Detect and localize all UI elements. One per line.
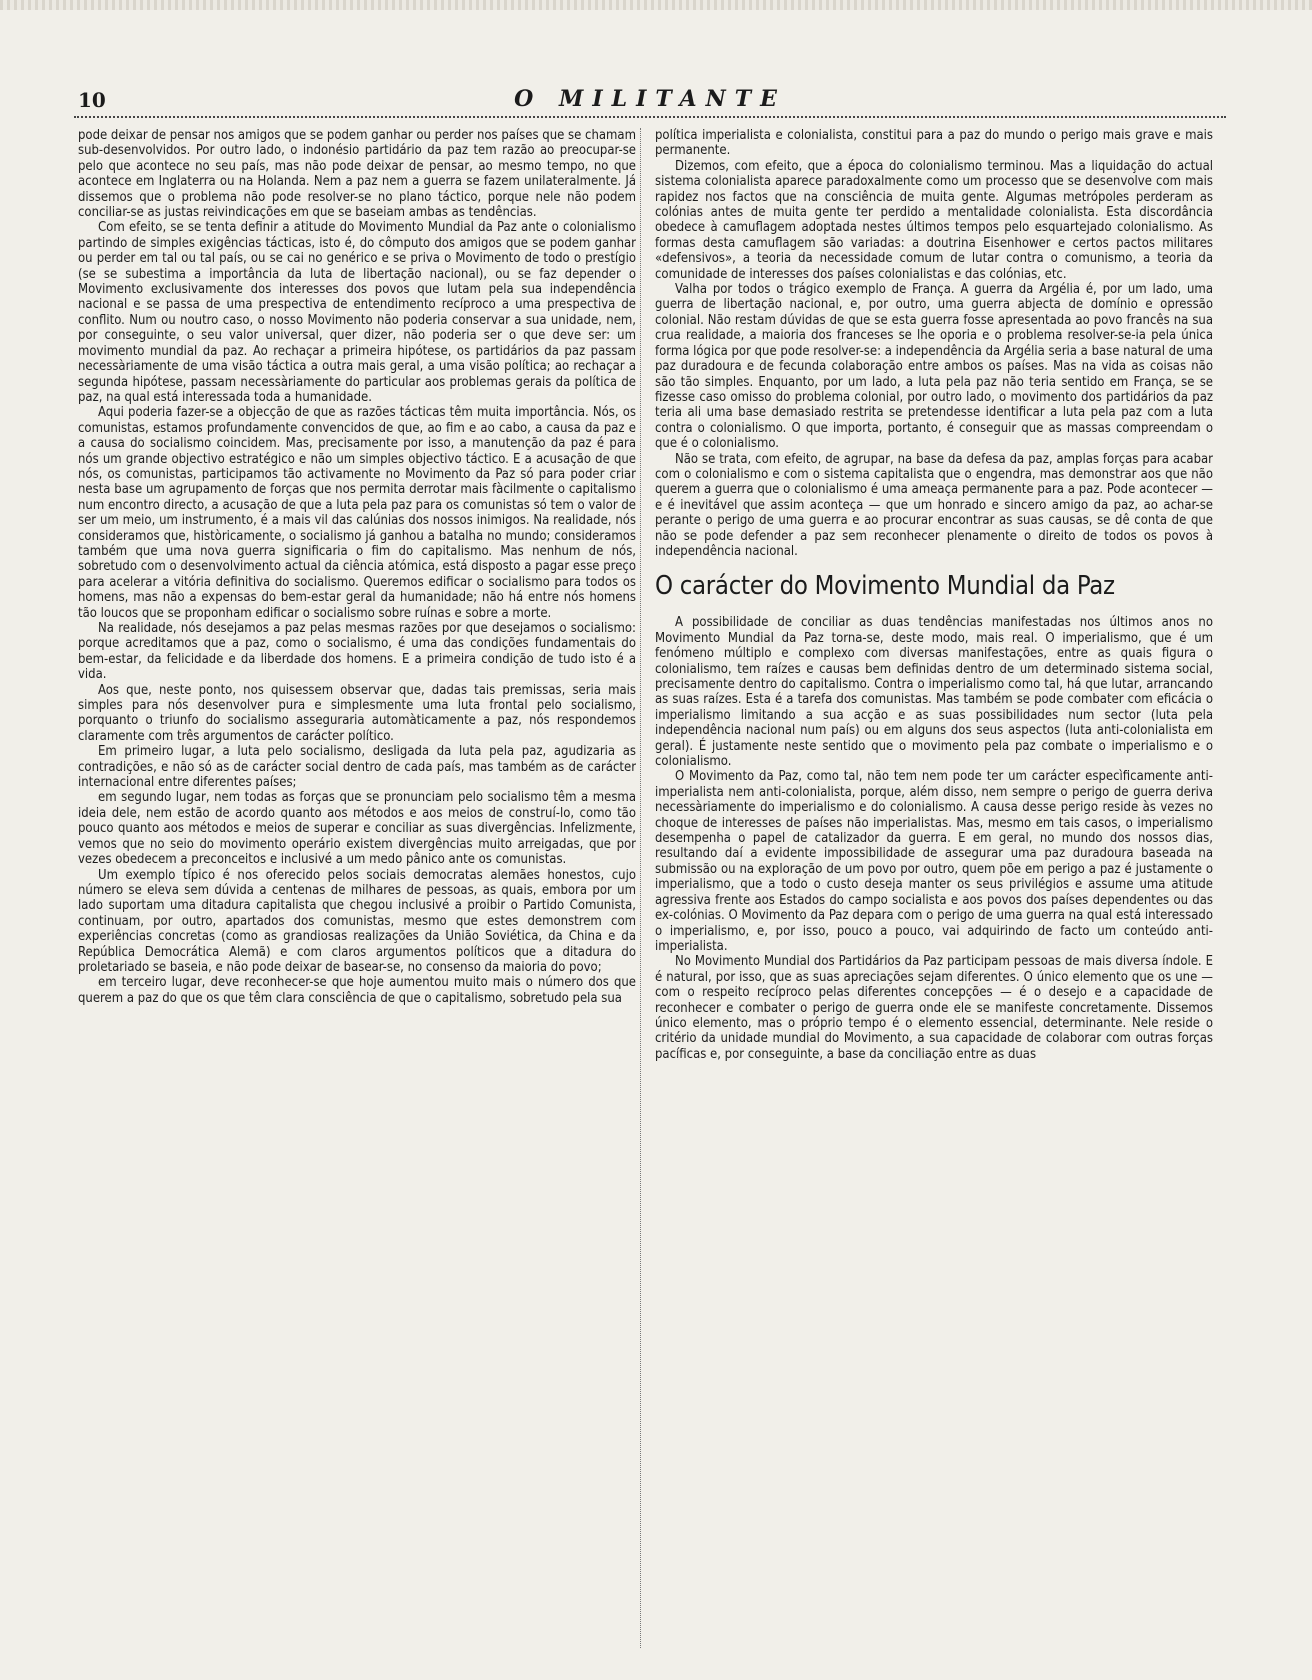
paragraph: Dizemos, com efeito, que a época do colonialismo terminou. Mas a liquidação do actual sistema colonialista aparece paradoxalmente como um processo que se desenvolve com mais rapidez nos factos que na consciência de muita gente. Algumas metrópoles perderam as colónias antes de muita gente ter perdido a mentalidade colonialista. Esta discordância obedece à camuflagem adoptada nestes últimos tempos pelo esquartejado colonialismo. As formas desta camuflagem são variadas: a doutrina Eisenhower e certos pactos militares «defensivos», a teoria da necessidade comum de lutar contra o comunismo, a teoria da comunidade de interesses dos países colonialistas e das colónias, etc. (655, 158, 1213, 282)
page-number: 10 (78, 88, 106, 112)
paragraph: Não se trata, com efeito, de agrupar, na base da defesa da paz, amplas forças para acabar com o colonialismo e com o sistema capitalista que o engendra, mas demonstrar aos que não querem a guerra que o colonialismo é uma ameaça permanente para a paz. Pode acontecer — e é inevitável que assim aconteça — que um honrado e sincero amigo da paz, ao achar-se perante o perigo de uma guerra e ao procurar encontrar as suas causas, se dê conta de que não se pode defender a paz sem reconhecer plenamente o direito de todos os povos à independência nacional. (655, 451, 1213, 559)
right-column (655, 128, 1213, 1658)
page-header (74, 82, 1226, 118)
paragraph: A possibilidade de conciliar as duas tendências manifestadas nos últimos anos no Movimento Mundial da Paz torna-se, deste modo, mais real. O imperialismo, que é um fenómeno múltiplo e complexo com diversas manifestações, entre as quais figura o colonialismo, tem raízes e causas bem definidas dentro de um determinado sistema social, precisamente dentro do capitalismo. Contra o imperialismo como tal, há que lutar, arrancando as suas raízes. Esta é a tarefa dos comunistas. Mas também se pode combater com eficácia o imperialismo limitando a sua acção e as suas possibilidades num sector (luta pela independência nacional num país) ou em alguns dos seus aspectos (luta anti-colonialista em geral). É justamente neste sentido que o movimento pela paz combate o imperialismo e o colonialismo. (655, 615, 1213, 770)
column-divider (640, 128, 641, 1648)
paragraph: Na realidade, nós desejamos a paz pelas mesmas razões por que desejamos o socialismo: porque acreditamos que a paz, como o socialismo, é uma das condições fundamentais do bem-estar, da felicidade e da liberdade dos homens. E a primeira condição de tudo isto é a vida. (78, 621, 636, 683)
paragraph: em segundo lugar, nem todas as forças que se pronunciam pelo socialismo têm a mesma ideia dele, nem estão de acordo quanto aos métodos e aos meios de construí-lo, como tão pouco quanto aos métodos e meios de superar e conciliar as suas divergências. Infelizmente, vemos que no seio do movimento operário existem divergências muito arreigadas, que por vezes obedecem a preconceitos e inclusivé a um medo pânico ante os comunistas. (78, 790, 636, 868)
section-title: O carácter do Movimento Mundial da Paz (655, 571, 1115, 602)
paragraph: O Movimento da Paz, como tal, não tem nem pode ter um carácter especìficamente anti-imperialista nem anti-colonialista, porque, além disso, nem sempre o perigo de guerra deriva necessàriamente do imperialismo e do colonialismo. A causa desse perigo reside às vezes no choque de interesses de países não imperialistas. Mas, mesmo em tais casos, o imperialismo desempenha o papel de catalizador da guerra. E em geral, no mundo dos nossos dias, resultando daí a evidente impossibilidade de assegurar uma paz duradoura baseada na submissão ou na exploração de um povo por outro, quem põe em perigo a paz é justamente o imperialismo, que a todo o custo deseja manter os seus privilégios e assume uma atitude agressiva frente aos Estados do campo socialista e aos povos dos países dependentes ou das ex-colónias. O Movimento da Paz depara com o perigo de uma guerra na qual está interessado o imperialismo, e, por isso, pouco a pouco, vai adquirindo de facto um conteúdo anti-imperialista. (655, 769, 1213, 954)
journal-title: O MILITANTE (514, 86, 786, 112)
paragraph: Valha por todos o trágico exemplo de França. A guerra da Argélia é, por um lado, uma guerra de libertação nacional, e, por outro, uma guerra abjecta de domínio e opressão colonial. Não restam dúvidas de que se esta guerra fosse apresentada ao povo francês na sua crua realidade, a maioria dos franceses se lhe oporia e o problema resolver-se-ia pela única forma lógica por que pode resolver-se: a independência da Argélia seria a base natural de uma paz duradoura e de fecunda colaboração entre ambos os países. Mas na vida as coisas não são tão simples. Enquanto, por um lado, a luta pela paz não teria sentido em França, se se fizesse caso omisso do problema colonial, por outro lado, o movimento dos partidários da paz teria ali uma base demasiado restrita se pretendesse identificar a luta pela paz com a luta contra o colonialismo. O que importa, portanto, é conseguir que as massas compreendam o que é o colonialismo. (655, 282, 1213, 452)
scan-edge-artifact (0, 0, 1312, 10)
paragraph: No Movimento Mundial dos Partidários da Paz participam pessoas de mais diversa índole. E é natural, por isso, que as suas apreciações sejam diferentes. O único elemento que os une — com o respeito recíproco pelas diferentes concepções — é o desejo e a capacidade de reconhecer e combater o perigo de guerra onde ele se manifeste concretamente. Dissemos único elemento, mas o próprio tempo é o elemento essencial, determinante. Nele reside o critério da unidade mundial do Movimento, a sua capacidade de colaborar com outras forças pacíficas e, por conseguinte, a base da conciliação entre as duas (655, 954, 1213, 1062)
paragraph: pode deixar de pensar nos amigos que se podem ganhar ou perder nos países que se chamam sub-desenvolvidos. Por outro lado, o indonésio partidário da paz tem razão ao preocupar-se pelo que acontece no seu país, mas não pode deixar de pensar, ao mesmo tempo, no que acontece em Inglaterra ou na Holanda. Nem a paz nem a guerra se fazem unilateralmente. Já dissemos que o problema não pode resolver-se no plano táctico, porque nele não podem conciliar-se as justas reivindicações em que se baseiam ambas as tendências. (78, 128, 636, 221)
paragraph: Aqui poderia fazer-se a objecção de que as razões tácticas têm muita importância. Nós, os comunistas, estamos profundamente convencidos de que, ao fim e ao cabo, a causa da paz e a causa do socialismo coincidem. Mas, precisamente por isso, a manutenção da paz é para nós um grande objectivo estratégico e não um simples objectivo táctico. E a acusação de que nós, os comunistas, participamos tão activamente no Movimento da Paz só para poder criar nesta base um agrupamento de forças que nos permita derrotar mais fàcilmente o capitalismo num encontro directo, a acusação de que a luta pela paz para os comunistas só tem o valor de ser um meio, um instrumento, é a mais vil das calúnias dos nossos inimigos. Na realidade, nós consideramos que, històricamente, o socialismo já ganhou a batalha no mundo; consideramos também que uma nova guerra significaria o fim do capitalismo. Mas nenhum de nós, sobretudo com o desenvolvimento actual da ciência atómica, está disposto a pagar esse preço para acelerar a vitória definitiva do socialismo. Queremos edificar o socialismo para todos os homens, mas não a expensas do bem-estar geral da humanidade; não há entre nós homens tão loucos que se proponham edificar o socialismo sobre ruínas e sobre a morte. (78, 405, 636, 621)
paragraph: Com efeito, se se tenta definir a atitude do Movimento Mundial da Paz ante o colonialismo partindo de simples exigências tácticas, isto é, do cômputo dos amigos que se podem ganhar ou perder em tal ou tal país, ou se cai no genérico e se priva o Movimento de todo o prestígio (se se subestima a importância da luta de libertação nacional), ou se faz depender o Movimento exclusivamente dos interesses dos povos que lutam pela sua independência nacional e se passa de uma prespectiva de entendimento recíproco a uma prespectiva de conflito. Num ou noutro caso, o nosso Movimento não poderia conservar a sua unidade, nem, por conseguinte, o seu valor universal, quer dizer, não poderia ser o que deve ser: um movimento mundial da paz. Ao rechaçar a primeira hipótese, os partidários da paz passam necessàriamente de uma visão táctica a outra mais geral, a uma visão política; ao rechaçar a segunda hipótese, passam necessàriamente do particular aos problemas gerais da política de paz, na qual está interessada toda a humanidade. (78, 220, 636, 405)
left-column (78, 128, 636, 1658)
paragraph: Aos que, neste ponto, nos quisessem observar que, dadas tais premissas, seria mais simples para nós desenvolver pura e simplesmente uma luta frontal pelo socialismo, porquanto o triunfo do socialismo asseguraria automàticamente a paz, nós respondemos claramente com três argumentos de carácter político. (78, 682, 636, 744)
paragraph: política imperialista e colonialista, constitui para a paz do mundo o perigo mais grave e mais permanente. (655, 128, 1213, 159)
paragraph: em terceiro lugar, deve reconhecer-se que hoje aumentou muito mais o número dos que querem a paz do que os que têm clara consciência de que o capitalismo, sobretudo pela sua (78, 975, 636, 1006)
paragraph: Um exemplo típico é nos oferecido pelos sociais democratas alemães honestos, cujo número se eleva sem dúvida a centenas de milhares de pessoas, as quais, embora por um lado suportam uma ditadura capitalista que chegou inclusivé a proibir o Partido Comunista, continuam, por outro, apartados dos comunistas, mesmo que estes demonstrem com experiências concretas (como as grandiosas realizações da União Soviética, da China e da República Democrática Alemã) e com claros argumentos políticos que a ditadura do proletariado se baseia, e não pode deixar de basear-se, no consenso da maioria do povo; (78, 867, 636, 975)
paragraph: Em primeiro lugar, a luta pelo socialismo, desligada da luta pela paz, agudizaria as contradições, e não só as de carácter social dentro de cada país, mas também as de carácter internacional entre diferentes países; (78, 744, 636, 791)
